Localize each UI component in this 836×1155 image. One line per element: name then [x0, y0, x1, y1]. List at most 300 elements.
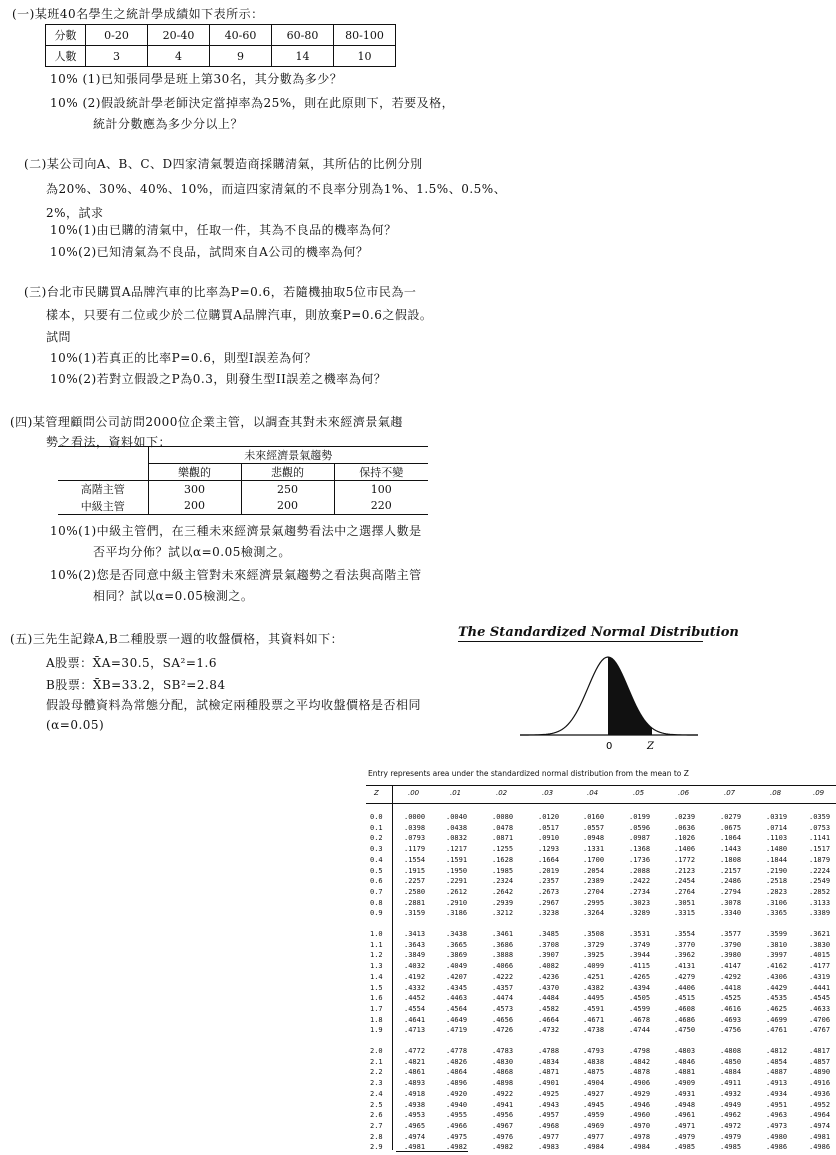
z-table-cell: .3830 [809, 940, 831, 949]
z-table-cell: .3315 [674, 909, 696, 918]
z-table-cell: .4641 [404, 1015, 426, 1024]
value-cell: 250 [241, 481, 334, 498]
z-table-cell: .3365 [766, 909, 788, 918]
z-table-cell: .1879 [809, 855, 831, 864]
z-header: Z [374, 789, 379, 797]
z-table-cell: .4591 [583, 1004, 605, 1013]
z-row-label: 1.5 [370, 983, 383, 992]
z-table-cell: .4798 [629, 1047, 651, 1055]
z-table-cell: .0279 [720, 813, 742, 821]
range-cell: 60-80 [272, 25, 334, 46]
value-cell: 100 [334, 481, 428, 498]
z-table-cell: .4974 [404, 1132, 426, 1141]
z-table-cell: .2881 [404, 898, 426, 907]
z-table-cell: .4957 [538, 1111, 560, 1120]
z-table-cell: .4573 [492, 1004, 514, 1013]
z-table-cell: .4941 [492, 1100, 514, 1109]
column-header: .09 [813, 789, 825, 797]
z-table-cell: .3186 [446, 909, 468, 918]
z-table-cell: .4875 [583, 1068, 605, 1077]
z-table-cell: .0120 [538, 813, 560, 821]
z-table-cell: .4898 [492, 1079, 514, 1088]
q5-stock-a: A股票：X̄A=30.5，SA²=1.6 [46, 656, 217, 670]
q2-line1: (二)某公司向A、B、C、D四家清氣製造商採購清氣，其所佔的比例分別 [24, 157, 423, 171]
z-table-cell: .2190 [766, 866, 788, 875]
count-cell: 4 [148, 46, 210, 67]
z-table-cell: .1217 [446, 845, 468, 854]
z-table-cell: .4962 [720, 1111, 742, 1120]
z-table-cell: .4972 [720, 1121, 742, 1130]
z-table-cell: .2939 [492, 898, 514, 907]
z-table-cell: .3810 [766, 940, 788, 949]
label-z: Z [647, 741, 654, 752]
z-table-cell: .1772 [674, 855, 696, 864]
z-table-cell: .2910 [446, 898, 468, 907]
q5-stock-b: B股票：X̄B=33.2，SB²=2.84 [46, 678, 226, 692]
z-table-cell: .4625 [766, 1004, 788, 1013]
score-distribution-table [45, 24, 396, 67]
z-table-cell: .4418 [720, 983, 742, 992]
z-row-label: 0.3 [370, 845, 383, 854]
z-row-label: 2.1 [370, 1057, 383, 1066]
table-caption: Entry represents area under the standardized normal distribution from the mean to Z [368, 769, 689, 778]
shaded-area [520, 657, 698, 735]
z-row-label: 0.4 [370, 855, 383, 864]
z-table-cell: .4608 [674, 1004, 696, 1013]
z-column-separator [392, 785, 393, 1150]
z-table-cell: .2257 [404, 877, 426, 886]
z-table-cell: .4985 [674, 1143, 696, 1152]
z-table-cell: .4946 [629, 1100, 651, 1109]
z-table-cell: .0714 [766, 823, 788, 832]
z-table-cell: .3980 [720, 951, 742, 960]
z-table-cell: .3461 [492, 930, 514, 938]
z-table-cell: .4963 [766, 1111, 788, 1120]
q2-sub1: 10%(1)由已購的清氣中，任取一件，其為不良品的機率為何？ [50, 223, 397, 237]
z-table-cell: .4525 [720, 994, 742, 1003]
z-table-cell: .4986 [809, 1143, 831, 1152]
z-row-label: 2.2 [370, 1068, 383, 1077]
z-table-cell: .2642 [492, 887, 514, 896]
col-header-pessimistic: 悲觀的 [241, 464, 334, 481]
bottom-rule [396, 1151, 468, 1152]
z-table-cell: .1736 [629, 855, 651, 864]
z-table-cell: .4896 [446, 1079, 468, 1088]
q5-line5: (α=0.05) [46, 718, 105, 732]
z-table-cell: .4975 [446, 1132, 468, 1141]
q1-header: (一)某班40名學生之統計學成績如下表所示： [12, 7, 264, 21]
z-row-label: 1.6 [370, 994, 383, 1003]
z-table-cell: .4949 [720, 1100, 742, 1109]
z-table-cell: .4345 [446, 983, 468, 992]
z-table-cell: .4979 [720, 1132, 742, 1141]
z-table-cell: .1293 [538, 845, 560, 854]
z-row-label: 1.3 [370, 962, 383, 971]
q5-line4: 假設母體資料為常態分配，試檢定兩種股票之平均收盤價格是否相同 [46, 698, 422, 712]
z-table-cell: .3531 [629, 930, 651, 938]
value-cell: 300 [148, 481, 241, 498]
z-table-cell: .4693 [720, 1015, 742, 1024]
z-table-cell: .4394 [629, 983, 651, 992]
z-table-cell: .4292 [720, 972, 742, 981]
z-table-cell: .4986 [766, 1143, 788, 1152]
z-table-cell: .2823 [766, 887, 788, 896]
z-table-cell: .3389 [809, 909, 831, 918]
z-table-cell: .4719 [446, 1026, 468, 1035]
z-table-cell: .3051 [674, 898, 696, 907]
z-table-cell: .4564 [446, 1004, 468, 1013]
z-table-cell: .4678 [629, 1015, 651, 1024]
z-table-cell: .3106 [766, 898, 788, 907]
label-zero: 0 [606, 741, 613, 752]
z-table-cell: .2157 [720, 866, 742, 875]
z-table-cell: .4931 [674, 1089, 696, 1098]
z-table-cell: .2704 [583, 887, 605, 896]
z-table-cell: .4964 [809, 1111, 831, 1120]
z-table-cell: .3508 [583, 930, 605, 938]
z-table-cell: .4906 [629, 1079, 651, 1088]
z-table-cell: .3413 [404, 930, 426, 938]
z-table-cell: .3708 [538, 940, 560, 949]
z-table-cell: .4977 [538, 1132, 560, 1141]
z-row-label: 0.9 [370, 909, 383, 918]
z-row-label: 0.8 [370, 898, 383, 907]
z-table-cell: .4686 [674, 1015, 696, 1024]
top-rule [366, 785, 836, 786]
z-table-cell: .4846 [674, 1057, 696, 1066]
z-table-cell: .4884 [720, 1068, 742, 1077]
col-header-optimistic: 樂觀的 [148, 464, 241, 481]
z-table-cell: .4868 [492, 1068, 514, 1077]
z-table-cell: .2422 [629, 877, 651, 886]
z-table-cell: .4788 [538, 1047, 560, 1055]
z-table-cell: .4927 [583, 1089, 605, 1098]
z-table-cell: .4938 [404, 1100, 426, 1109]
z-table-cell: .3238 [538, 909, 560, 918]
z-table-cell: .4756 [720, 1026, 742, 1035]
z-table-cell: .4251 [583, 972, 605, 981]
z-table-cell: .2324 [492, 877, 514, 886]
normal-distribution-title: The Standardized Normal Distribution [458, 625, 739, 640]
z-table-cell: .2518 [766, 877, 788, 886]
z-table-cell: .4812 [766, 1047, 788, 1055]
z-table-cell: .4207 [446, 972, 468, 981]
z-table-cell: .4982 [492, 1143, 514, 1152]
z-table-cell: .0675 [720, 823, 742, 832]
z-table-cell: .2764 [674, 887, 696, 896]
z-table-cell: .4959 [583, 1111, 605, 1120]
q3-line1: (三)台北市民購買A品牌汽車的比率為P=0.6，若隨機抽取5位市民為一 [24, 285, 417, 299]
z-table-cell: .3023 [629, 898, 651, 907]
z-table-cell: .0793 [404, 834, 426, 843]
z-table-cell: .4713 [404, 1026, 426, 1035]
z-table-cell: .4929 [629, 1089, 651, 1098]
span-header: 未來經濟景氣趨勢 [148, 447, 428, 464]
z-table-cell: .4032 [404, 962, 426, 971]
outlook-survey-table [58, 446, 428, 515]
z-table-cell: .4909 [674, 1079, 696, 1088]
q3-line2: 樣本，只要有二位或少於二位購買A品牌汽車，則放棄P=0.6之假設。 [46, 308, 433, 322]
column-header: .08 [770, 789, 782, 797]
z-table-cell: .4452 [404, 994, 426, 1003]
z-table-cell: .3078 [720, 898, 742, 907]
z-table-cell: .4726 [492, 1026, 514, 1035]
z-table-cell: .0040 [446, 813, 468, 821]
z-table-cell: .4441 [809, 983, 831, 992]
q3-sub2: 10%(2)若對立假設之P為0.3，則發生型II誤差之機率為何？ [50, 372, 387, 386]
z-table-cell: .4699 [766, 1015, 788, 1024]
z-table-cell: .4406 [674, 983, 696, 992]
column-header: .03 [542, 789, 554, 797]
z-table-cell: .3554 [674, 930, 696, 938]
count-cell: 9 [210, 46, 272, 67]
value-cell: 200 [241, 498, 334, 515]
z-table-cell: .1368 [629, 845, 651, 854]
z-table-cell: .4656 [492, 1015, 514, 1024]
z-table-cell: .0753 [809, 823, 831, 832]
z-table-cell: .4967 [492, 1121, 514, 1130]
z-table-cell: .3686 [492, 940, 514, 949]
z-table-cell: .4115 [629, 962, 651, 971]
z-table-cell: .0398 [404, 823, 426, 832]
z-row-label: 2.8 [370, 1132, 383, 1141]
z-table-cell: .4015 [809, 951, 831, 960]
column-header: .01 [450, 789, 462, 797]
z-table-cell: .0239 [674, 813, 696, 821]
z-row-label: 2.9 [370, 1143, 383, 1152]
z-table-cell: .4177 [809, 962, 831, 971]
z-table-cell: .4952 [809, 1100, 831, 1109]
z-table-cell: .1141 [809, 834, 831, 843]
column-header: .05 [633, 789, 645, 797]
z-table-cell: .3621 [809, 930, 831, 938]
z-table-cell: .4817 [809, 1047, 831, 1055]
z-table-cell: .4265 [629, 972, 651, 981]
z-table-cell: .3159 [404, 909, 426, 918]
z-table-cell: .4901 [538, 1079, 560, 1088]
z-table-cell: .2967 [538, 898, 560, 907]
z-table-cell: .4932 [720, 1089, 742, 1098]
z-table-cell: .4505 [629, 994, 651, 1003]
z-table-cell: .4956 [492, 1111, 514, 1120]
row-label-senior: 高階主管 [58, 481, 148, 498]
z-table-cell: .4925 [538, 1089, 560, 1098]
z-table-cell: .4279 [674, 972, 696, 981]
q1-sub1: 10% (1)已知張同學是班上第30名，其分數為多少？ [50, 72, 343, 86]
z-table-cell: .0557 [583, 823, 605, 832]
z-table-cell: .4664 [538, 1015, 560, 1024]
z-table-cell: .4922 [492, 1089, 514, 1098]
z-table-cell: .0319 [766, 813, 788, 821]
column-header: .00 [408, 789, 420, 797]
z-table-cell: .3133 [809, 898, 831, 907]
z-table-cell: .4332 [404, 983, 426, 992]
z-row-label: 2.4 [370, 1089, 383, 1098]
z-table-cell: .4984 [583, 1143, 605, 1152]
z-table-cell: .1026 [674, 834, 696, 843]
z-table-cell: .4793 [583, 1047, 605, 1055]
z-table-cell: .4916 [809, 1079, 831, 1088]
z-table-cell: .0438 [446, 823, 468, 832]
z-table-cell: .1915 [404, 866, 426, 875]
z-row-label: 1.1 [370, 940, 383, 949]
z-row-label: 0.2 [370, 834, 383, 843]
z-row-label: 2.7 [370, 1121, 383, 1130]
z-table-cell: .2794 [720, 887, 742, 896]
z-table-cell: .4066 [492, 962, 514, 971]
z-table-cell: .2123 [674, 866, 696, 875]
z-table-cell: .4515 [674, 994, 696, 1003]
z-table-cell: .4918 [404, 1089, 426, 1098]
z-table-cell: .4979 [674, 1132, 696, 1141]
z-table-cell: .4821 [404, 1057, 426, 1066]
z-table-cell: .3438 [446, 930, 468, 938]
z-table-cell: .1517 [809, 845, 831, 854]
q3-line3: 試問 [46, 330, 72, 344]
z-table-cell: .3289 [629, 909, 651, 918]
z-table-cell: .3944 [629, 951, 651, 960]
z-table [366, 782, 836, 1154]
header-rule [366, 803, 836, 804]
z-table-cell: .2612 [446, 887, 468, 896]
z-table-cell: .0359 [809, 813, 831, 821]
z-table-cell: .3729 [583, 940, 605, 949]
z-table-cell: .0832 [446, 834, 468, 843]
value-cell: 220 [334, 498, 428, 515]
z-table-cell: .1443 [720, 845, 742, 854]
z-table-cell: .2357 [538, 877, 560, 886]
z-table-cell: .4808 [720, 1047, 742, 1055]
z-table-cell: .4830 [492, 1057, 514, 1066]
z-table-cell: .4429 [766, 983, 788, 992]
q2-sub2: 10%(2)已知清氣為不良品，試問來自A公司的機率為何？ [50, 245, 369, 259]
z-table-cell: .1255 [492, 845, 514, 854]
count-cell: 3 [86, 46, 148, 67]
z-table-cell: .4984 [629, 1143, 651, 1152]
z-table-cell: .4943 [538, 1100, 560, 1109]
count-cell: 14 [272, 46, 334, 67]
range-cell: 40-60 [210, 25, 272, 46]
q2-line2: 為20%、30%、40%、10%，而這四家清氣的不良率分別為1%、1.5%、0.5%、 [46, 182, 507, 196]
q2-line3: 2%，試求 [46, 206, 104, 220]
z-table-cell: .3907 [538, 951, 560, 960]
range-cell: 0-20 [86, 25, 148, 46]
z-row-label: 1.7 [370, 1004, 383, 1013]
z-table-cell: .4783 [492, 1047, 514, 1055]
z-table-cell: .4767 [809, 1026, 831, 1035]
count-cell: 10 [334, 46, 396, 67]
column-header: .07 [724, 789, 736, 797]
z-table-cell: .1179 [404, 845, 426, 854]
z-table-cell: .3997 [766, 951, 788, 960]
z-table-cell: .1064 [720, 834, 742, 843]
z-table-cell: .1808 [720, 855, 742, 864]
q1-sub2-line1: 10% (2)假設統計學老師決定當掉率為25%，則在此原則下，若要及格， [50, 96, 455, 110]
z-row-label: 1.9 [370, 1026, 383, 1035]
z-table-cell: .4319 [809, 972, 831, 981]
column-header: .02 [496, 789, 508, 797]
z-table-cell: .4934 [766, 1089, 788, 1098]
z-row-label: 2.6 [370, 1111, 383, 1120]
z-table-cell: .4649 [446, 1015, 468, 1024]
q1-sub2-line2: 統計分數應為多少分以上？ [93, 117, 244, 131]
z-table-cell: .2673 [538, 887, 560, 896]
z-table-cell: .4961 [674, 1111, 696, 1120]
z-table-cell: .3643 [404, 940, 426, 949]
z-row-label: 0.7 [370, 887, 383, 896]
z-row-label: 1.0 [370, 930, 383, 938]
z-table-cell: .0910 [538, 834, 560, 843]
z-table-cell: .4803 [674, 1047, 696, 1055]
z-table-cell: .4948 [674, 1100, 696, 1109]
z-table-cell: .4778 [446, 1047, 468, 1055]
z-table-cell: .4983 [538, 1143, 560, 1152]
z-table-cell: .3264 [583, 909, 605, 918]
column-header: .06 [678, 789, 690, 797]
z-row-label: 1.8 [370, 1015, 383, 1024]
z-table-cell: .4887 [766, 1068, 788, 1077]
z-table-cell: .4474 [492, 994, 514, 1003]
z-table-cell: .4955 [446, 1111, 468, 1120]
z-table-cell: .4750 [674, 1026, 696, 1035]
z-table-cell: .4966 [446, 1121, 468, 1130]
z-table-cell: .4162 [766, 962, 788, 971]
z-table-cell: .4738 [583, 1026, 605, 1035]
z-table-cell: .0000 [404, 813, 426, 821]
z-table-cell: .4082 [538, 962, 560, 971]
z-table-cell: .4463 [446, 994, 468, 1003]
z-table-cell: .4582 [538, 1004, 560, 1013]
z-table-cell: .3869 [446, 951, 468, 960]
z-table-cell: .4970 [629, 1121, 651, 1130]
z-table-cell: .3485 [538, 930, 560, 938]
z-table-cell: .1406 [674, 845, 696, 854]
z-table-cell: .3577 [720, 930, 742, 938]
z-table-cell: .4974 [809, 1121, 831, 1130]
z-table-cell: .4357 [492, 983, 514, 992]
z-row-label: 0.6 [370, 877, 383, 886]
z-table-cell: .4671 [583, 1015, 605, 1024]
z-table-cell: .4842 [629, 1057, 651, 1066]
z-table-cell: .4881 [674, 1068, 696, 1077]
z-table-cell: .2580 [404, 887, 426, 896]
z-table-cell: .4940 [446, 1100, 468, 1109]
q4-sub1-line1: 10%(1)中級主管們，在三種未來經濟景氣趨勢看法中之選擇人數是 [50, 524, 422, 538]
z-table-cell: .4633 [809, 1004, 831, 1013]
z-table-cell: .4545 [809, 994, 831, 1003]
q4-line1: (四)某管理顧問公司訪問2000位企業主管，以調查其對未來經濟景氣趨 [10, 415, 403, 429]
z-table-cell: .4826 [446, 1057, 468, 1066]
z-table-cell: .3962 [674, 951, 696, 960]
z-table-cell: .1664 [538, 855, 560, 864]
z-table-cell: .1985 [492, 866, 514, 875]
z-table-cell: .0517 [538, 823, 560, 832]
z-row-label: 0.5 [370, 866, 383, 875]
z-table-cell: .2088 [629, 866, 651, 875]
z-table-cell: .4981 [809, 1132, 831, 1141]
z-table-cell: .3849 [404, 951, 426, 960]
q4-sub1-line2: 否平均分佈？試以α=0.05檢測之。 [93, 545, 291, 559]
z-table-cell: .4951 [766, 1100, 788, 1109]
z-table-cell: .4980 [766, 1132, 788, 1141]
z-table-cell: .2852 [809, 887, 831, 896]
title-rule [458, 641, 703, 642]
z-table-cell: .4893 [404, 1079, 426, 1088]
z-table-cell: .1103 [766, 834, 788, 843]
q4-line2: 勢之看法，資料如下： [46, 435, 172, 449]
z-table-cell: .4977 [583, 1132, 605, 1141]
z-table-cell: .3665 [446, 940, 468, 949]
